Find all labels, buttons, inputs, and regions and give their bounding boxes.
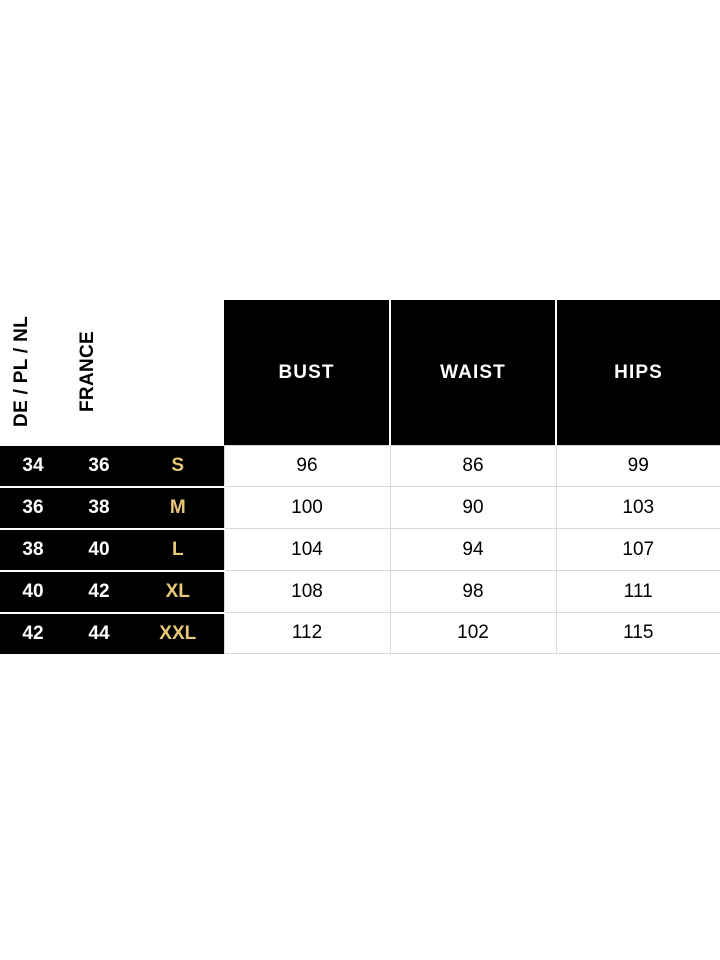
- cell-hips: 115: [556, 613, 720, 654]
- table-row: [0, 613, 720, 654]
- cell-bust: 108: [224, 571, 390, 613]
- column-header-bust: BUST: [224, 300, 390, 446]
- cell-waist: 102: [390, 613, 556, 654]
- cell-de: 40: [0, 571, 66, 613]
- size-chart: [0, 300, 720, 654]
- cell-fr: 38: [66, 487, 132, 529]
- cell-fr: 42: [66, 571, 132, 613]
- cell-hips: 99: [556, 446, 720, 487]
- column-header-de-pl-nl: [0, 300, 66, 446]
- table-header-row: [0, 300, 720, 446]
- cell-bust: 104: [224, 529, 390, 571]
- cell-waist: 86: [390, 446, 556, 487]
- cell-intl: M: [132, 487, 224, 529]
- cell-de: 34: [0, 446, 66, 487]
- table-row: [0, 446, 720, 487]
- cell-waist: 94: [390, 529, 556, 571]
- cell-intl: XL: [132, 571, 224, 613]
- cell-fr: 44: [66, 613, 132, 654]
- cell-intl: L: [132, 529, 224, 571]
- cell-de: 38: [0, 529, 66, 571]
- cell-bust: 96: [224, 446, 390, 487]
- cell-bust: 100: [224, 487, 390, 529]
- cell-de: 36: [0, 487, 66, 529]
- table-row: [0, 529, 720, 571]
- column-header-france-label: FRANCE: [77, 331, 98, 413]
- cell-de: 42: [0, 613, 66, 654]
- cell-fr: 40: [66, 529, 132, 571]
- column-header-france: [66, 300, 132, 446]
- table-row: [0, 571, 720, 613]
- cell-intl: XXL: [132, 613, 224, 654]
- cell-intl: S: [132, 446, 224, 487]
- column-header-international: [132, 300, 224, 446]
- cell-waist: 98: [390, 571, 556, 613]
- cell-fr: 36: [66, 446, 132, 487]
- cell-hips: 111: [556, 571, 720, 613]
- column-header-de-pl-nl-label: DE / PL / NL: [11, 316, 32, 428]
- table-row: [0, 487, 720, 529]
- cell-waist: 90: [390, 487, 556, 529]
- cell-hips: 103: [556, 487, 720, 529]
- cell-bust: 112: [224, 613, 390, 654]
- cell-hips: 107: [556, 529, 720, 571]
- size-chart-table: [0, 300, 720, 654]
- size-chart-body: [0, 446, 720, 654]
- column-header-hips: HIPS: [556, 300, 720, 446]
- column-header-waist: WAIST: [390, 300, 556, 446]
